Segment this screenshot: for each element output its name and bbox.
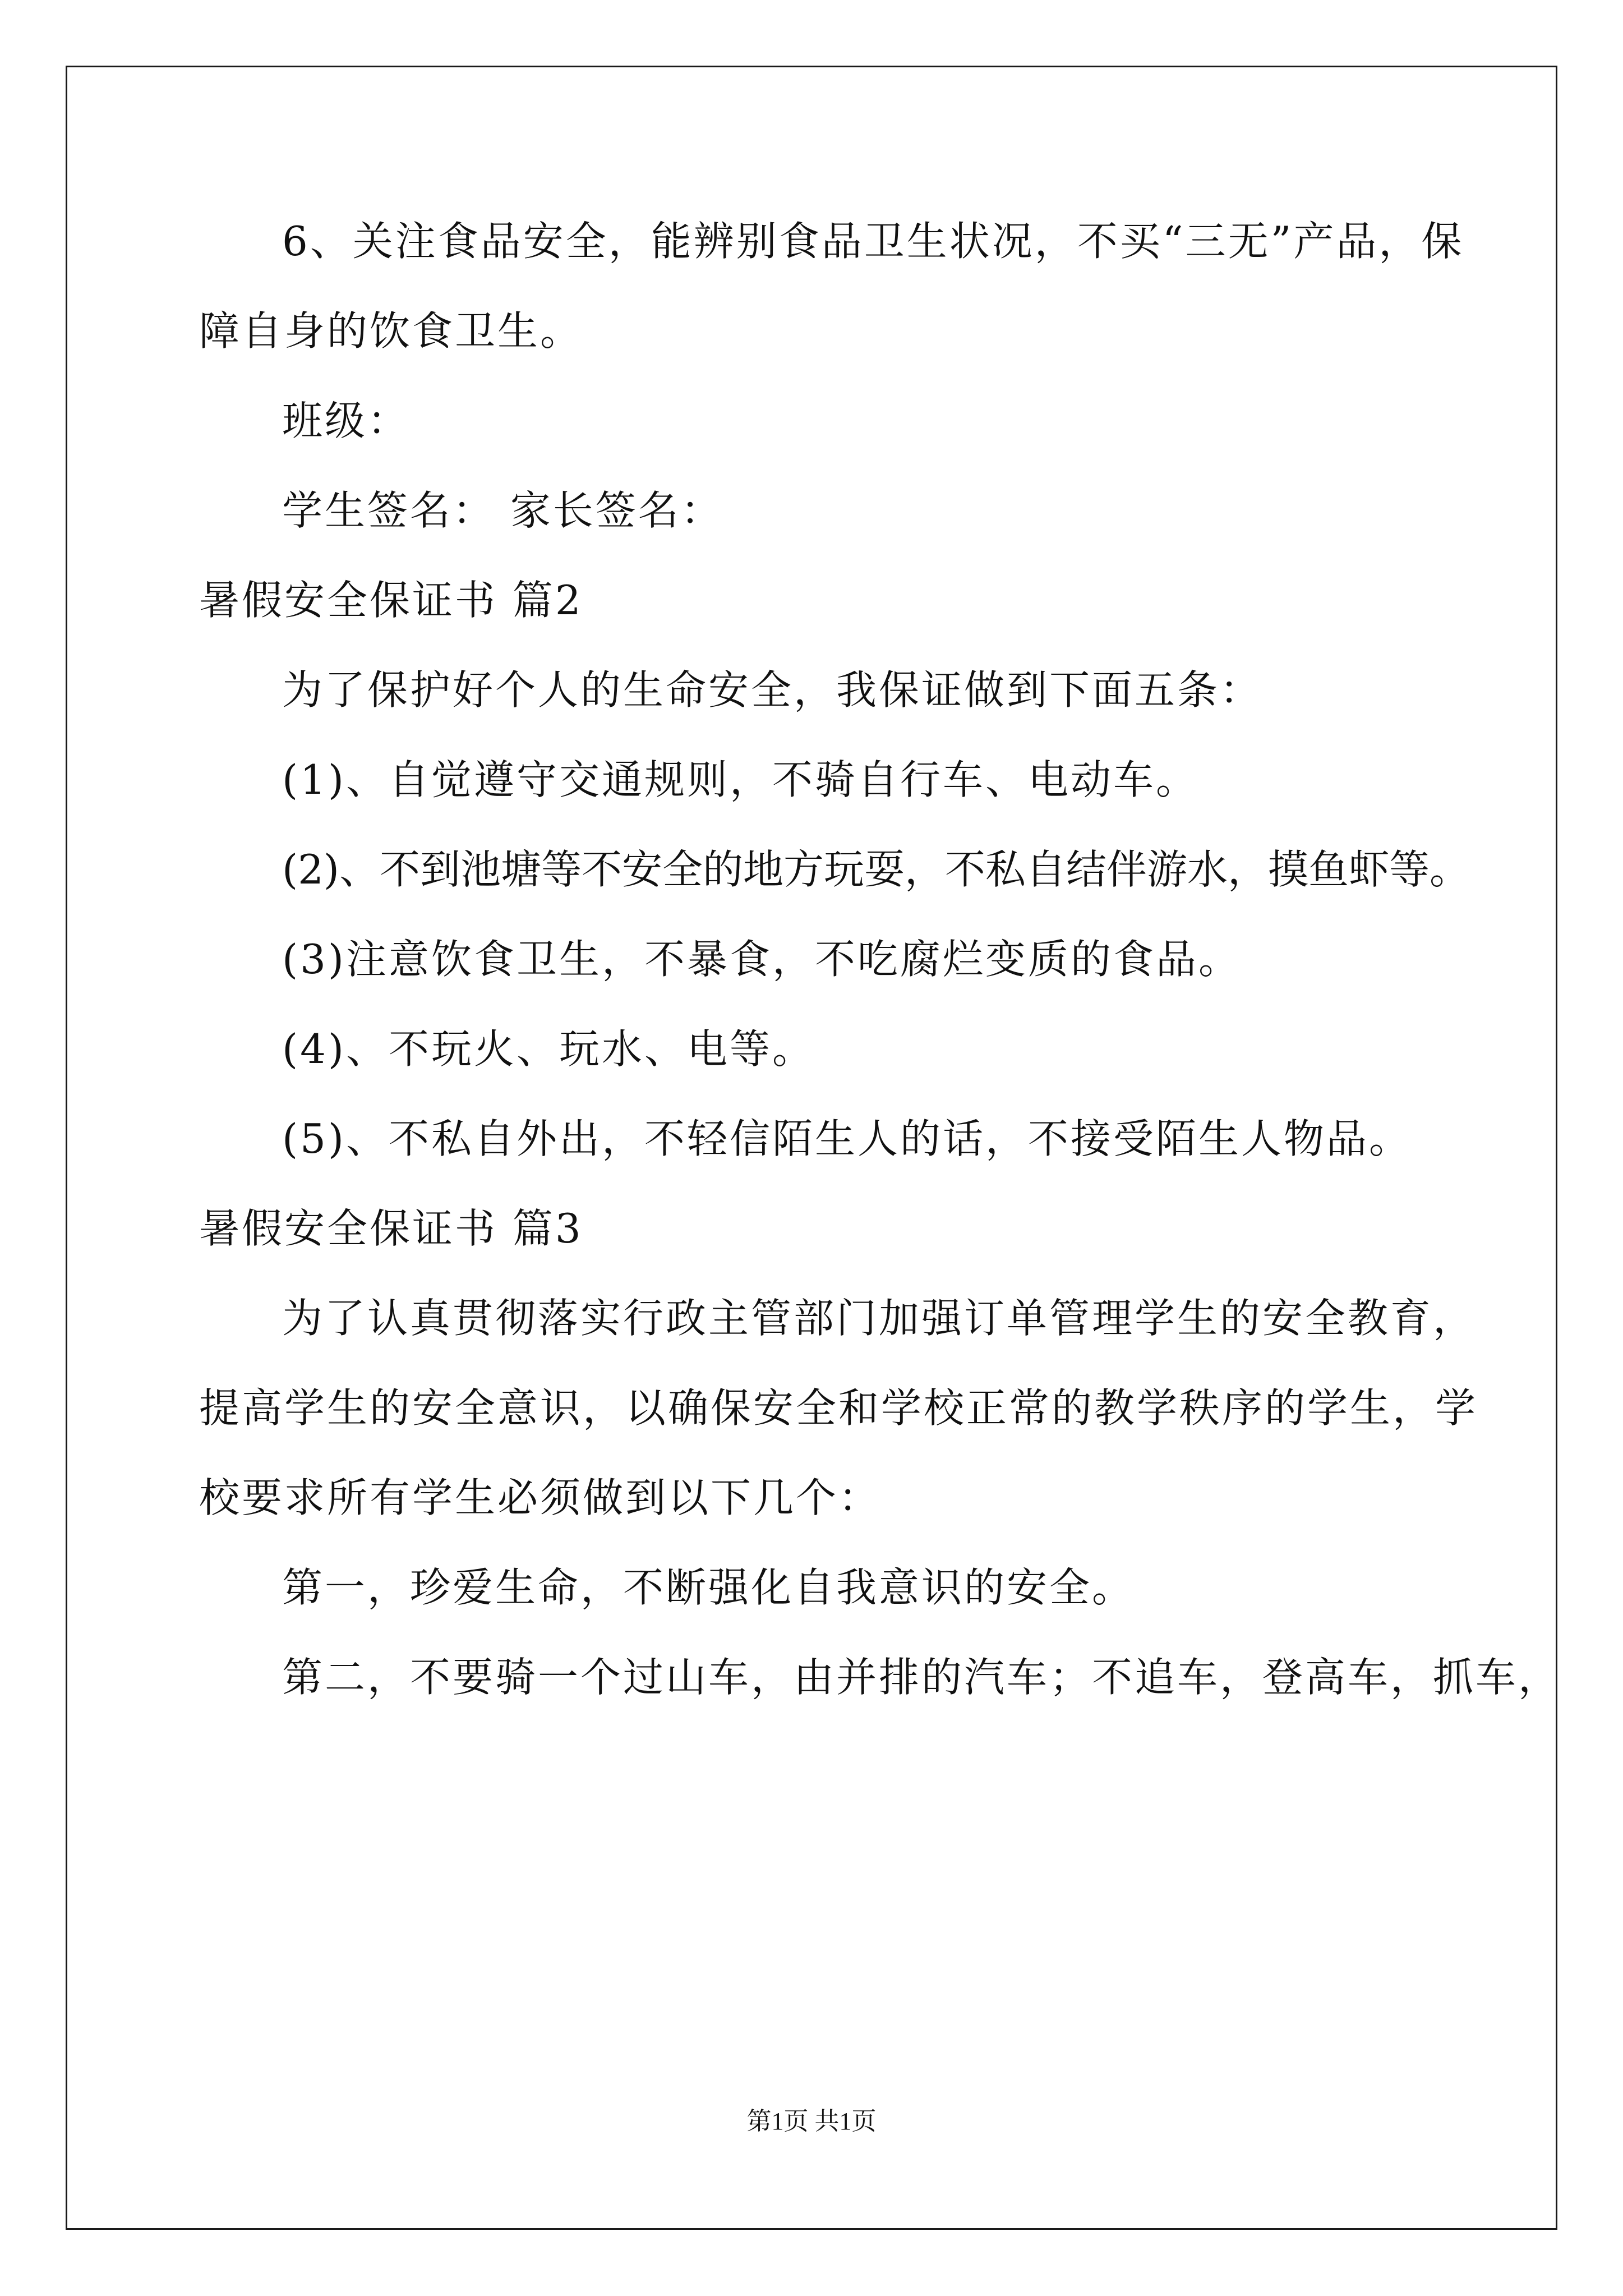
paragraph-line: 学生签名： 家长签名： bbox=[282, 487, 723, 534]
section-heading: 暑假安全保证书 篇3 bbox=[199, 1205, 583, 1252]
paragraph-line: 校要求所有学生必须做到以下几个： bbox=[199, 1474, 882, 1521]
paragraph-line: 第一，珍爱生命，不断强化自我意识的安全。 bbox=[282, 1564, 1135, 1611]
paragraph-line: 提高学生的安全意识，以确保安全和学校正常的教学秩序的学生，学 bbox=[199, 1384, 1478, 1432]
paragraph-line: 6、关注食品安全，能辨别食品卫生状况，不买“三无”产品，保 bbox=[282, 218, 1464, 265]
paragraph-line: 第二，不要骑一个过山车，由并排的汽车；不追车，登高车，抓车， bbox=[282, 1654, 1561, 1701]
list-item: (1)、自觉遵守交通规则，不骑自行车、电动车。 bbox=[282, 756, 1198, 803]
list-item: (4)、不玩火、玩水、电等。 bbox=[282, 1025, 815, 1073]
list-item: (5)、不私自外出，不轻信陌生人的话，不接受陌生人物品。 bbox=[282, 1115, 1412, 1162]
list-item: (2)、不到池塘等不安全的地方玩耍，不私自结伴游水，摸鱼虾等。 bbox=[282, 846, 1470, 893]
paragraph-line: 障自身的饮食卫生。 bbox=[199, 307, 583, 355]
section-heading: 暑假安全保证书 篇2 bbox=[199, 577, 583, 624]
paragraph-line: 为了认真贯彻落实行政主管部门加强订单管理学生的安全教育， bbox=[282, 1295, 1476, 1342]
paragraph-line: 班级： bbox=[282, 397, 411, 444]
paragraph-line: 为了保护好个人的生命安全，我保证做到下面五条： bbox=[282, 666, 1263, 714]
page-number-footer: 第1页 共1页 bbox=[746, 2108, 877, 2135]
list-item: (3)注意饮食卫生，不暴食，不吃腐烂变质的食品。 bbox=[282, 936, 1241, 983]
